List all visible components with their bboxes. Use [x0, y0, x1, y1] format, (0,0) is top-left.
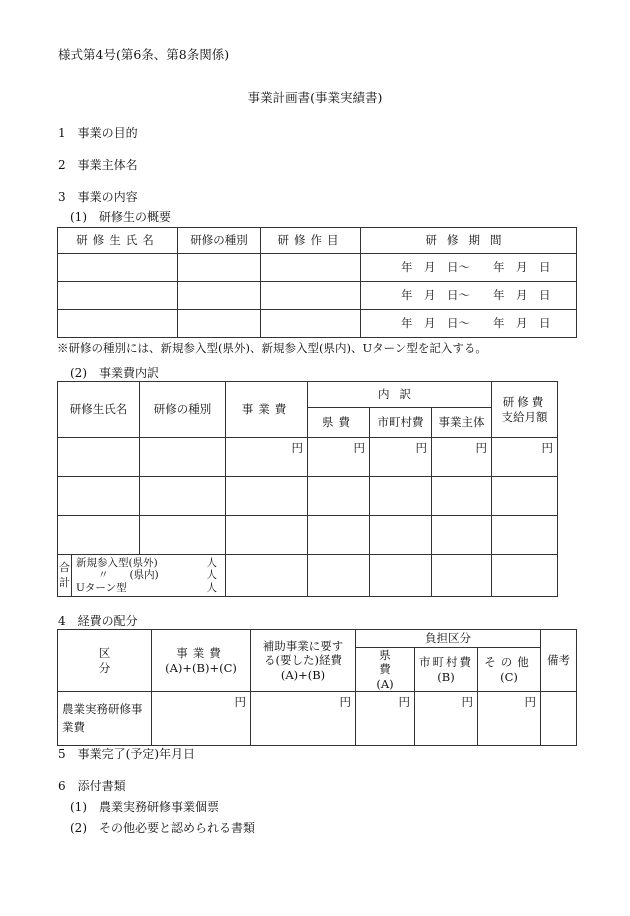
header-monthly-allowance: [492, 382, 558, 438]
yen-cell[interactable]: 円: [492, 438, 558, 477]
cell[interactable]: [178, 282, 261, 310]
header-prefecture-cost: 県費: [308, 408, 370, 438]
section-5-heading: 5 事業完了(予定)年月日: [58, 747, 195, 761]
yen-cell[interactable]: 円: [415, 692, 478, 746]
period-cell[interactable]: 年 月 日～ 年 月 日: [361, 310, 577, 338]
cell[interactable]: [370, 555, 432, 597]
cell[interactable]: [58, 477, 140, 516]
header-municipal-cost: 市町村費: [370, 408, 432, 438]
cell[interactable]: [308, 477, 370, 516]
header-subsidized-cost-line3: (A)+(B): [280, 667, 326, 682]
cell[interactable]: [492, 555, 558, 597]
cell[interactable]: [261, 254, 361, 282]
total-unit: 人: [206, 569, 217, 582]
cell[interactable]: [308, 555, 370, 597]
row-label: 農業実務研修事業費: [58, 692, 152, 746]
cell[interactable]: [226, 555, 308, 597]
total-type-label: 新規参入型(県外): [76, 556, 158, 569]
cell[interactable]: [178, 310, 261, 338]
section-4-heading: 4 経費の配分: [58, 614, 138, 628]
cell[interactable]: [226, 477, 308, 516]
header-other-cost-line2: (C): [500, 669, 518, 684]
yen-cell[interactable]: 円: [478, 692, 541, 746]
period-cell[interactable]: 年 月 日～ 年 月 日: [361, 282, 577, 310]
cell[interactable]: [58, 254, 178, 282]
document-title: 事業計画書(事業実績書): [247, 90, 383, 105]
form-number: 様式第4号(第6条、第8条関係): [58, 47, 230, 62]
header-subsidized-cost-line2: る(要した)経費: [264, 653, 342, 668]
total-row: [58, 555, 558, 597]
header-project-cost-line1: 事業費: [176, 646, 226, 661]
header-other-cost: [478, 648, 541, 692]
header-remarks: 備考: [541, 630, 577, 692]
header-subsidized-cost: [251, 630, 356, 692]
yen-cell[interactable]: 円: [226, 438, 308, 477]
header-training-type: 研修の種別: [140, 382, 226, 438]
header-project-cost-line2: (A)+(B)+(C): [165, 660, 237, 675]
cell[interactable]: [492, 477, 558, 516]
expense-allocation-table: [57, 629, 577, 746]
yen-cell[interactable]: 円: [251, 692, 356, 746]
header-burden-category: 負担区分: [356, 630, 541, 648]
header-prefecture-cost: [356, 648, 415, 692]
header-subsidized-cost-line1: 補助事業に要す: [262, 639, 344, 653]
header-monthly-allowance-line2: 支給月額: [501, 409, 548, 424]
yen-cell[interactable]: 円: [432, 438, 492, 477]
yen-cell[interactable]: 円: [152, 692, 251, 746]
header-project-cost: 事業費: [226, 382, 308, 438]
yen-cell[interactable]: 円: [370, 438, 432, 477]
cell[interactable]: [140, 477, 226, 516]
cell[interactable]: [432, 477, 492, 516]
total-unit: 人: [206, 556, 217, 569]
section-3-1-heading: (1) 研修生の概要: [70, 210, 171, 224]
header-entity: 事業主体: [432, 408, 492, 438]
cell[interactable]: [58, 516, 140, 555]
header-municipal-cost-line1: 市町村費: [419, 655, 473, 670]
header-trainee-name: 研修生氏名: [58, 228, 178, 254]
attachment-item-2: (2) その他必要と認められる書類: [70, 821, 255, 835]
cell[interactable]: [308, 516, 370, 555]
header-project-cost: [152, 630, 251, 692]
header-prefecture-cost-line1: 県費: [379, 648, 403, 677]
header-category: 区分: [58, 630, 152, 692]
table-row: [58, 692, 577, 746]
table-row: [58, 477, 558, 516]
cell[interactable]: [178, 254, 261, 282]
header-prefecture-cost-line2: (A): [376, 676, 394, 691]
cell[interactable]: [261, 310, 361, 338]
table-row: [58, 516, 558, 555]
table-row: [58, 254, 577, 282]
section-1-heading: 1 事業の目的: [58, 126, 138, 140]
period-cell[interactable]: 年 月 日～ 年 月 日: [361, 254, 577, 282]
table-row: [58, 310, 577, 338]
cell[interactable]: [58, 282, 178, 310]
cell[interactable]: [492, 516, 558, 555]
total-label: 合計: [58, 555, 72, 597]
attachment-item-1: (1) 農業実務研修事業個票: [70, 800, 219, 814]
cell[interactable]: [140, 438, 226, 477]
cell[interactable]: [370, 516, 432, 555]
header-breakdown: 内訳: [308, 382, 492, 408]
total-type-label: 〃 (県内): [98, 569, 159, 582]
header-training-crop: 研修作目: [261, 228, 361, 254]
cell[interactable]: [432, 555, 492, 597]
header-other-cost-line1: その他: [484, 655, 534, 670]
cell[interactable]: [58, 310, 178, 338]
remarks-cell[interactable]: [541, 692, 577, 746]
yen-cell[interactable]: 円: [356, 692, 415, 746]
total-breakdown-cell: [72, 555, 226, 597]
cell[interactable]: [226, 516, 308, 555]
cell[interactable]: [140, 516, 226, 555]
header-training-period: 研修期間: [361, 228, 577, 254]
trainee-overview-table: [57, 227, 577, 338]
table-row: [58, 438, 558, 477]
section-3-heading: 3 事業の内容: [58, 190, 138, 204]
training-type-note: ※研修の種別には、新規参入型(県外)、新規参入型(県内)、Uターン型を記入する。: [57, 341, 487, 355]
cell[interactable]: [58, 438, 140, 477]
total-unit: 人: [206, 581, 217, 594]
table-row: [58, 282, 577, 310]
cell[interactable]: [370, 477, 432, 516]
header-monthly-allowance-line1: 研修費: [502, 395, 547, 410]
yen-cell[interactable]: 円: [308, 438, 370, 477]
header-trainee-name: 研修生氏名: [58, 382, 140, 438]
cell[interactable]: [261, 282, 361, 310]
section-2-heading: 2 事業主体名: [58, 158, 138, 172]
header-municipal-cost-line2: (B): [437, 669, 455, 684]
header-training-type: 研修の種別: [178, 228, 261, 254]
section-3-2-heading: (2) 事業費内訳: [70, 366, 159, 380]
total-type-label: Uターン型: [76, 581, 127, 594]
header-municipal-cost: [415, 648, 478, 692]
cell[interactable]: [432, 516, 492, 555]
section-6-heading: 6 添付書類: [58, 779, 126, 793]
cost-breakdown-table: [57, 381, 558, 597]
